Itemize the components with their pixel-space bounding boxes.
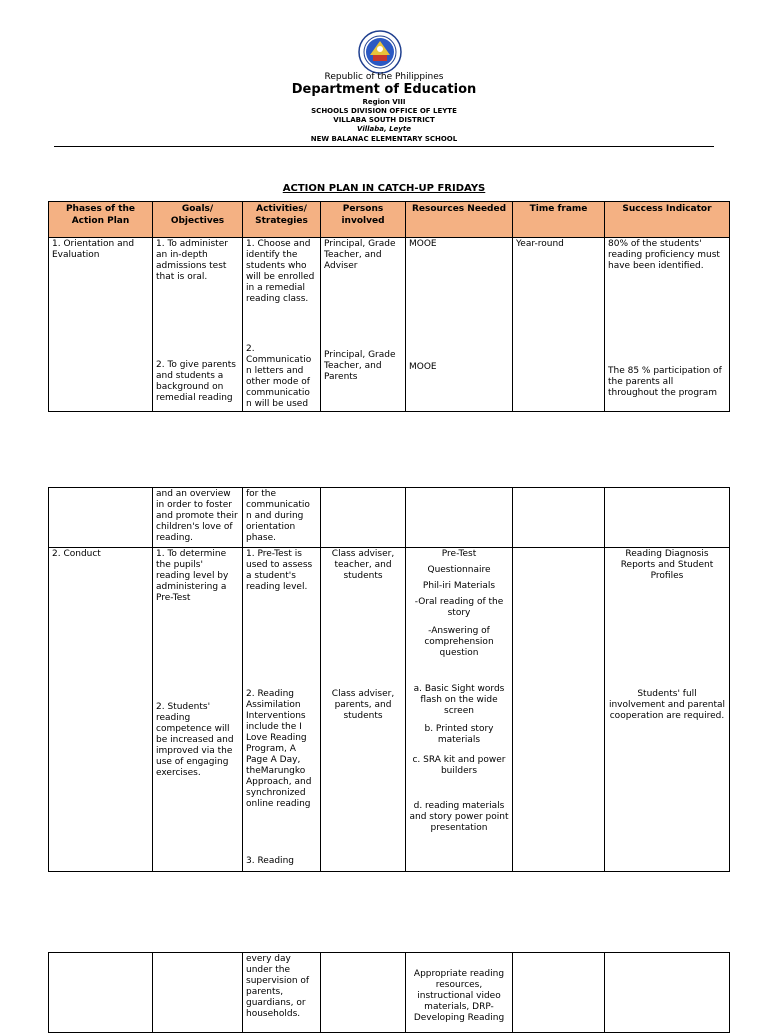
goals-cell	[153, 953, 243, 1033]
resources-text: -Oral reading of the story	[414, 597, 504, 618]
timeframe-cell	[513, 953, 605, 1033]
phase-cell: 1. Orientation and Evaluation	[49, 238, 153, 412]
persons-cell	[321, 488, 406, 548]
department-title: Department of Education	[291, 82, 477, 97]
phase-cell	[49, 953, 153, 1033]
goal-text: 1. To administer an in-depth admissions test that is oral.	[156, 239, 228, 282]
goals-cell: and an overview in order to foster and promote their children's love of reading.	[153, 488, 243, 548]
goal-text: 2. To give parents and students a background on remedial reading	[156, 360, 236, 403]
success-text: Students' full involvement and parental cooperation are required.	[608, 689, 726, 721]
success-cell	[605, 488, 730, 548]
activities-cell: every day under the supervision of parents, guardians, or households.	[243, 953, 321, 1033]
persons-cell	[321, 953, 406, 1033]
resources-text: Phil-iri Materials	[422, 581, 496, 591]
activity-text: 1. Choose and identify the students who will be enrolled in a remedial reading class.	[246, 239, 315, 304]
success-text: 80% of the students' reading proficiency must have been identified.	[608, 239, 720, 271]
persons-text: Class adviser, parents, and students	[331, 689, 395, 721]
resources-text: d. reading materials and story power point presentation	[409, 801, 509, 833]
table-row	[49, 548, 730, 872]
resources-cell	[406, 548, 513, 872]
timeframe-cell: Year-round	[513, 238, 605, 412]
goals-cell	[153, 238, 243, 412]
table-row	[49, 488, 730, 548]
activities-cell	[243, 238, 321, 412]
table-row	[49, 238, 730, 412]
district-label: VILLABA SOUTH DISTRICT	[333, 116, 435, 124]
goals-cell	[153, 548, 243, 872]
timeframe-cell	[513, 488, 605, 548]
success-cell	[605, 548, 730, 872]
resources-text: Questionnaire	[427, 565, 491, 575]
col-header-resources: Resources Needed	[406, 202, 513, 238]
action-plan-table-page2	[48, 487, 730, 872]
success-cell	[605, 238, 730, 412]
col-header-phases: Phases of the Action Plan	[49, 202, 153, 238]
resources-cell	[406, 953, 513, 1033]
col-header-goals: Goals/ Objectives	[153, 202, 243, 238]
header-divider	[54, 146, 714, 147]
division-label: SCHOOLS DIVISION OFFICE OF LEYTE	[311, 107, 457, 115]
success-text: Reading Diagnosis Reports and Student Profiles	[620, 549, 714, 581]
resources-text: Appropriate reading resources, instructional video materials, DRP- Developing Reading	[413, 969, 505, 1023]
resources-cell	[406, 488, 513, 548]
activity-text: 3. Reading	[246, 856, 294, 866]
resources-text: Pre-Test	[441, 549, 477, 559]
goal-text: 2. Students' reading competence will be increased and improved via the use of engaging exercises.	[156, 702, 234, 778]
resources-text: -Answering of comprehension question	[424, 626, 494, 658]
resources-text: c. SRA kit and power builders	[412, 755, 506, 776]
action-plan-table-page1	[48, 201, 730, 412]
action-plan-table-page3	[48, 952, 730, 1033]
success-cell	[605, 953, 730, 1033]
resources-cell	[406, 238, 513, 412]
resources-text: b. Printed story materials	[424, 724, 494, 745]
location-label: Villaba, Leyte	[357, 125, 411, 133]
col-header-timeframe: Time frame	[513, 202, 605, 238]
persons-text: Principal, Grade Teacher, and Adviser	[324, 239, 396, 271]
republic-label: Republic of the Philippines	[324, 72, 444, 82]
table-row	[49, 953, 730, 1033]
persons-text: Class adviser, teacher, and students	[331, 549, 395, 581]
persons-cell	[321, 548, 406, 872]
activity-text: 2. Communicatio n letters and other mode of communicatio n will be used	[246, 344, 312, 409]
resources-text: a. Basic Sight words flash on the wide screen	[413, 684, 505, 716]
resources-text: MOOE	[409, 239, 437, 249]
activity-text: 1. Pre-Test is used to assess a student's reading level.	[246, 549, 313, 592]
activities-cell	[243, 548, 321, 872]
col-header-persons: Persons involved	[321, 202, 406, 238]
col-header-activities: Activities/ Strategies	[243, 202, 321, 238]
activities-cell: for the communicatio n and during orientation phase.	[243, 488, 321, 548]
goal-text: 1. To determine the pupils' reading level by administering a Pre-Test	[156, 549, 229, 603]
phase-cell: 2. Conduct	[49, 548, 153, 872]
region-label: Region VIII	[362, 98, 406, 106]
deped-seal-logo	[358, 30, 402, 74]
col-header-success: Success Indicator	[605, 202, 730, 238]
success-text: The 85 % participation of the parents all throughout the program	[608, 366, 722, 398]
persons-cell	[321, 238, 406, 412]
phase-cell	[49, 488, 153, 548]
persons-text: Principal, Grade Teacher, and Parents	[324, 350, 396, 382]
school-label: NEW BALANAC ELEMENTARY SCHOOL	[310, 135, 458, 143]
document-title: ACTION PLAN IN CATCH-UP FRIDAYS	[282, 183, 486, 194]
activity-text: 2. Reading Assimilation Interventions include the I Love Reading Program, A Page A Day, theMarungko Approach, and synchronized online reading	[246, 689, 312, 809]
timeframe-cell	[513, 548, 605, 872]
resources-text: MOOE	[409, 362, 437, 372]
